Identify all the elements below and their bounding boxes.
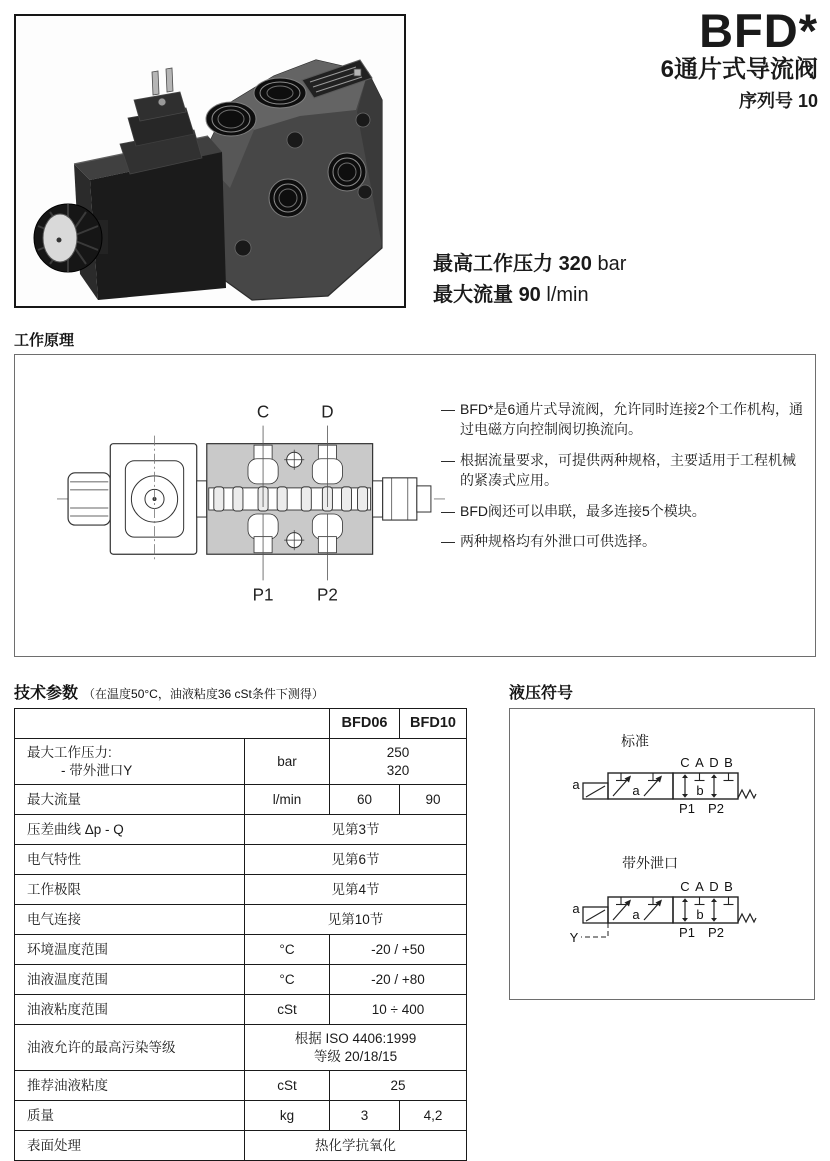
tech-params-table <box>14 708 467 1161</box>
table-row <box>15 739 467 785</box>
table-row <box>15 875 467 905</box>
max-pressure-value: 320 <box>558 253 592 275</box>
connector-pin <box>152 71 159 95</box>
param-name-cell: 油液允许的最高污染等级 <box>15 1025 245 1071</box>
param-name-cell <box>15 739 245 785</box>
table-row <box>15 1131 467 1161</box>
param-name-cell: 油液粘度范围 <box>15 995 245 1025</box>
hydraulic-symbols-box <box>509 708 815 1000</box>
max-flow-value: 90 <box>518 284 541 306</box>
tech-params-title <box>14 680 324 703</box>
param-bfd06-cell: 60 <box>330 785 400 815</box>
bullet-item <box>441 531 807 551</box>
param-bfd10-cell: 90 <box>400 785 467 815</box>
param-unit-cell: °C <box>245 935 330 965</box>
param-bfd10-cell: 4,2 <box>400 1101 467 1131</box>
param-name: 最大工作压力: <box>27 744 112 760</box>
param-name-cell: 压差曲线 Δp - Q <box>15 815 245 845</box>
header-empty-cell <box>15 709 330 739</box>
drain-line <box>581 923 608 937</box>
param-name-cell: 工作极限 <box>15 875 245 905</box>
param-unit-cell: kg <box>245 1101 330 1131</box>
position-a-box <box>608 773 673 799</box>
table-row <box>15 1025 467 1071</box>
title-block <box>661 6 818 113</box>
param-unit-cell: °C <box>245 965 330 995</box>
chamber-b-label: b <box>696 907 704 922</box>
port-label-p2: P2 <box>316 585 338 605</box>
param-name-cell: 电气连接 <box>15 905 245 935</box>
chamber-a-label: a <box>632 907 640 922</box>
port-label-c: C <box>680 879 690 894</box>
product-subtitle: 6通片式导流阀 <box>660 56 818 84</box>
param-name-cell: 表面处理 <box>15 1131 245 1161</box>
param-value: 根据 ISO 4406:1999 <box>294 1030 417 1046</box>
port-label-c: C <box>680 755 690 770</box>
port-label-c: C <box>256 402 270 422</box>
bullet-text: 根据流量要求，可提供两种规格，主要适用于工程机械的紧凑式应用。 <box>460 451 796 489</box>
table-row <box>15 785 467 815</box>
param-bfd06-cell: 3 <box>330 1101 400 1131</box>
threaded-port-icon <box>328 153 366 191</box>
valve-body-section <box>207 444 373 555</box>
max-pressure-unit: bar <box>597 253 627 275</box>
bolt-hole <box>287 132 303 148</box>
threaded-port-icon <box>269 179 307 217</box>
max-pressure-label: 最高工作压力 <box>433 253 553 275</box>
connector-pin <box>166 68 173 92</box>
tech-params-heading: 技术参数 <box>14 685 79 702</box>
param-unit-cell: bar <box>245 739 330 785</box>
max-flow-line <box>433 280 626 311</box>
param-value-cell <box>330 739 467 785</box>
threaded-port-icon <box>206 102 256 136</box>
solenoid-interface <box>197 481 207 517</box>
bullet-dash: — <box>441 502 455 519</box>
bullet-text: BFD阀还可以串联，最多连接5个模块。 <box>460 502 706 519</box>
max-flow-label: 最大流量 <box>433 284 513 306</box>
table-row <box>15 935 467 965</box>
spring-symbol <box>738 790 756 798</box>
table-row <box>15 965 467 995</box>
table-row <box>15 1101 467 1131</box>
chamber-a-label: a <box>632 783 640 798</box>
param-value-cell: -20 / +80 <box>330 965 467 995</box>
param-value-cell: 25 <box>330 1071 467 1101</box>
bullet-dash: — <box>441 401 455 417</box>
end-cap-section <box>373 478 431 520</box>
param-value-cell: 见第4节 <box>245 875 467 905</box>
spool <box>209 487 371 511</box>
param-value-cell <box>245 1025 467 1071</box>
knob-section <box>68 473 110 525</box>
table-row <box>15 845 467 875</box>
connector-screw <box>158 98 166 106</box>
param-value2: 320 <box>386 762 410 778</box>
param-subname: - 带外泄口Y <box>61 762 133 778</box>
port-label-a: A <box>695 755 704 770</box>
bullet-text: 两种规格均有外泄口可供选择。 <box>460 533 656 550</box>
table-row <box>15 815 467 845</box>
spring-symbol <box>738 914 756 922</box>
bullet-item <box>441 501 807 521</box>
solenoid-section <box>110 436 196 563</box>
valve-symbol-standard <box>565 749 771 831</box>
param-name-cell: 推荐油液粘度 <box>15 1071 245 1101</box>
working-principle-title: 工作原理 <box>14 332 75 349</box>
bullet-item <box>441 399 807 440</box>
param-name-cell: 最大流量 <box>15 785 245 815</box>
table-row <box>15 905 467 935</box>
param-value-cell: 见第10节 <box>245 905 467 935</box>
param-name-cell: 电气特性 <box>15 845 245 875</box>
table-header-row <box>15 709 467 739</box>
series-number: 序列号 10 <box>738 90 818 111</box>
position-a-box <box>608 897 673 923</box>
max-pressure-line <box>433 249 626 280</box>
bolt-hole <box>235 240 251 256</box>
key-specs <box>433 249 626 311</box>
table-row <box>15 995 467 1025</box>
param-value-cell: 见第6节 <box>245 845 467 875</box>
param-name-cell: 环境温度范围 <box>15 935 245 965</box>
port-label-d: D <box>709 755 719 770</box>
valve-cross-section-diagram <box>55 401 447 617</box>
solenoid-label: a <box>572 777 580 792</box>
param-value-cell: -20 / +50 <box>330 935 467 965</box>
table-row <box>15 1071 467 1101</box>
drain-port-label: Y <box>569 930 579 945</box>
column-header-bfd10: BFD10 <box>400 709 467 739</box>
param-value-cell: 见第3节 <box>245 815 467 845</box>
param-unit-cell: l/min <box>245 785 330 815</box>
bullet-dash: — <box>441 533 455 550</box>
port-label-d: D <box>709 879 719 894</box>
bullet-item <box>441 450 807 491</box>
port-label-d: D <box>321 402 334 422</box>
port-label-p1: P1 <box>679 925 695 940</box>
product-photo-illustration <box>16 16 404 306</box>
product-photo-frame <box>14 14 406 308</box>
max-flow-unit: l/min <box>546 284 589 306</box>
param-unit-cell: cSt <box>245 1071 330 1101</box>
valve-symbol-external-drain <box>565 873 771 955</box>
standard-symbol-label: 标准 <box>621 733 649 749</box>
solenoid-label: a <box>572 901 580 916</box>
hydraulic-symbols-title: 液压符号 <box>509 685 574 702</box>
port-label-b: B <box>724 879 733 894</box>
param-unit-cell: cSt <box>245 995 330 1025</box>
chamber-b-label: b <box>696 783 704 798</box>
param-value-cell: 10 ÷ 400 <box>330 995 467 1025</box>
bullet-dash: — <box>441 451 455 468</box>
working-principle-bullets <box>441 399 807 562</box>
param-value2: 等级 20/18/15 <box>313 1048 398 1064</box>
port-label-b: B <box>724 755 733 770</box>
bolt-hole <box>356 113 370 127</box>
param-name-cell: 质量 <box>15 1101 245 1131</box>
param-value: 250 <box>386 744 410 760</box>
bolt-hole <box>358 185 372 199</box>
threaded-port-icon <box>254 78 306 108</box>
column-header-bfd06: BFD06 <box>330 709 400 739</box>
port-label-a: A <box>695 879 704 894</box>
tech-params-note: （在温度50°C，油液粘度36 cSt条件下测得） <box>83 687 324 701</box>
port-label-p1: P1 <box>679 801 695 816</box>
product-title: BFD* <box>699 4 818 57</box>
port-label-p2: P2 <box>708 925 724 940</box>
port-label-p2: P2 <box>708 801 724 816</box>
working-principle-box <box>14 354 816 657</box>
external-drain-symbol-label: 带外泄口 <box>622 855 678 871</box>
param-value-cell: 热化学抗氧化 <box>245 1131 467 1161</box>
param-name-cell: 油液温度范围 <box>15 965 245 995</box>
port-label-p1: P1 <box>252 585 274 605</box>
bullet-text: BFD*是6通片式导流阀，允许同时连接2个工作机构，通过电磁方向控制阀切换流向。 <box>460 401 804 438</box>
